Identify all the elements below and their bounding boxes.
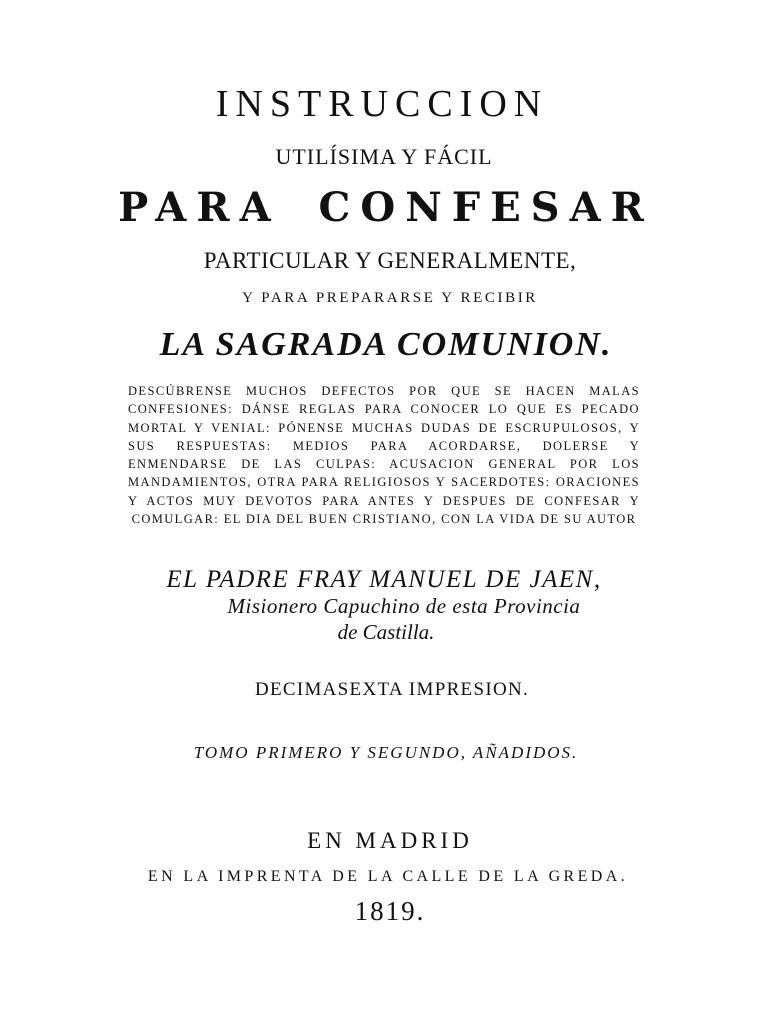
subtitle-particular: PARTICULAR Y GENERALMENTE, (203, 248, 577, 273)
author-name: EL PADRE FRAY MANUEL DE JAEN, (166, 566, 602, 593)
main-title: INSTRUCCION (215, 83, 549, 125)
description-paragraph: DESCÚBRENSE MUCHOS DEFECTOS POR QUE SE HACEN MALAS CONFESIONES: DÁNSE REGLAS PARA CONOCER LO QUE ES PECADO MORTAL Y VENIAL: PÓNENSE MUCHAS DUDAS DE ESCRUPULOSOS, Y SUS RESPUESTAS: MEDIOS PARA ACORDARSE, DOLERSE Y ENMENDARSE DE LAS CULPAS: ACUSACION GENERAL POR LOS MANDAMIENTOS, OTRA PARA RELIGIOSOS Y SACERDOTES: ORACIONES Y ACTOS MUY DEVOTOS PARA ANTES Y DESPUES DE CONFESAR Y COMULGAR: EL DIA DEL BUEN CRISTIANO, CON LA VIDA DE SU AUTOR (128, 384, 640, 527)
title-para-confesar: PARA CONFESAR (118, 184, 654, 231)
subtitle-utilisima: UTILÍSIMA Y FÁCIL (275, 144, 493, 169)
author-role: Misionero Capuchino de esta Provincia (227, 594, 581, 618)
title-sagrada-comunion: LA SAGRADA COMUNION. (159, 326, 613, 363)
imprint-year: 1819. (354, 896, 426, 926)
subtitle-preparar: Y PARA PREPARARSE Y RECIBIR (242, 290, 538, 306)
author-place: de Castilla. (337, 620, 435, 644)
imprint-printer: EN LA IMPRENTA DE LA CALLE DE LA GREDA. (147, 868, 629, 885)
volumes-statement: TOMO PRIMERO Y SEGUNDO, AÑADIDOS. (193, 743, 579, 762)
imprint-city: EN MADRID (307, 828, 473, 853)
edition-statement: DECIMASEXTA IMPRESION. (254, 679, 530, 700)
